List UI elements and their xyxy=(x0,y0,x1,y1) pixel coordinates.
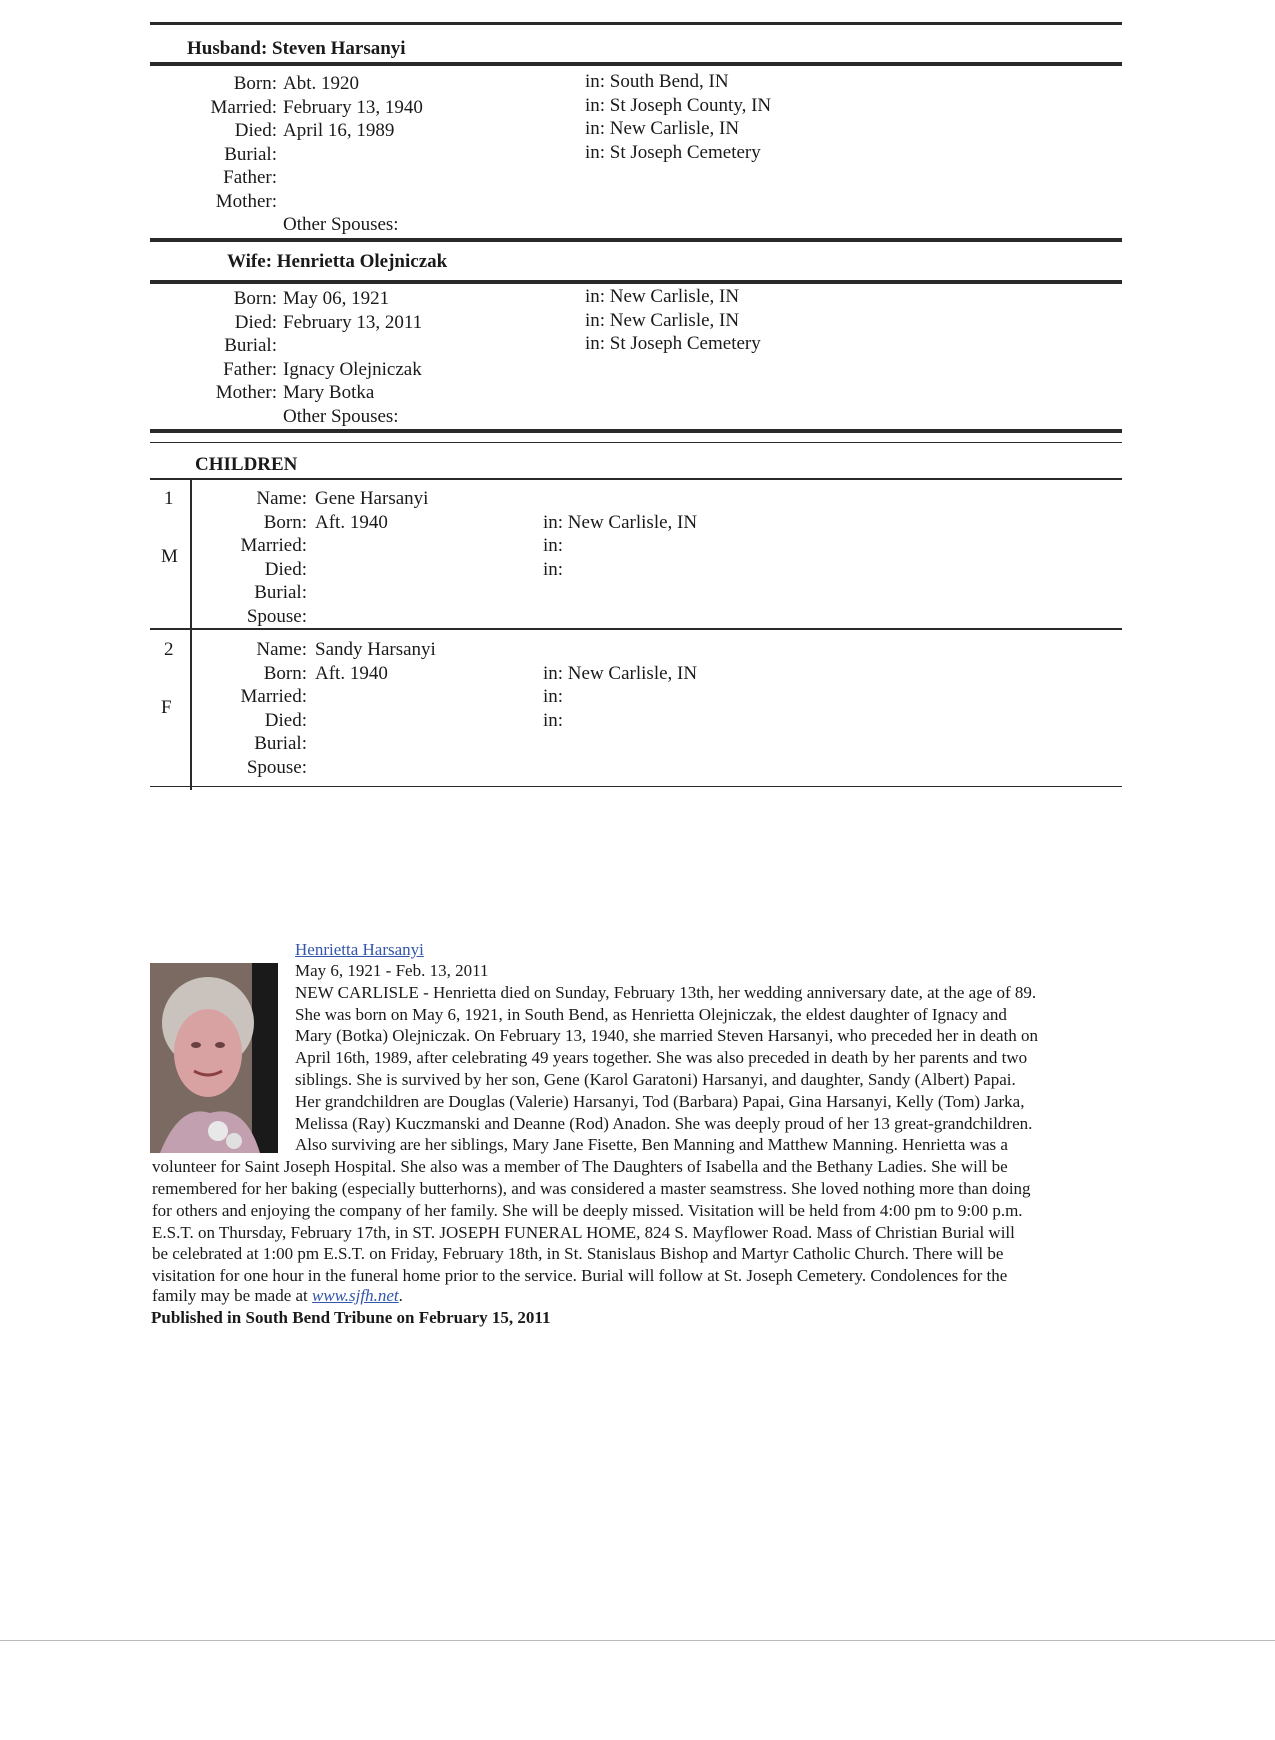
child-number: 2 xyxy=(164,639,174,660)
obituary-line: Her grandchildren are Douglas (Valerie) Harsanyi, Tod (Barbara) Papai, Gina Harsanyi, Kelly (Tom) Jarka, xyxy=(295,1091,1025,1111)
wife-end-rule xyxy=(150,429,1122,433)
obituary-line: Mary (Botka) Olejniczak. On February 13, 1940, she married Steven Harsanyi, who preceded her in death on xyxy=(295,1026,1039,1046)
wife-row-place: in: New Carlisle, IN xyxy=(585,309,740,331)
obituary-line: volunteer for Saint Joseph Hospital. She also was a member of The Daughters of Isabella and the Bethany Ladies. She will be xyxy=(152,1157,1008,1177)
child-sex: M xyxy=(161,546,178,567)
portrait-photo xyxy=(150,963,278,1153)
husband-row-value: February 13, 1940 xyxy=(283,96,423,118)
child-divider-rule xyxy=(150,628,1122,630)
child-row-value: Sandy Harsanyi xyxy=(315,639,436,660)
wife-row-place: in: New Carlisle, IN xyxy=(585,286,740,307)
funeral-home-link[interactable]: www.sjfh.net xyxy=(312,1286,399,1305)
child-sex: F xyxy=(161,697,172,718)
children-heading: CHILDREN xyxy=(195,454,298,475)
child-row-place: in: New Carlisle, IN xyxy=(543,511,698,533)
child-row-place: in: xyxy=(543,686,564,707)
husband-other-spouses: Other Spouses: xyxy=(283,214,399,235)
child-row-label: Married: xyxy=(240,686,307,707)
child-row-place: in: New Carlisle, IN xyxy=(543,662,698,684)
wife-name: Henrietta Olejniczak xyxy=(276,251,448,272)
husband-row-place: in: South Bend, IN xyxy=(585,71,729,92)
obituary-line: Also surviving are her siblings, Mary Jane Fisette, Ben Manning and Matthew Manning. Henrietta was a xyxy=(295,1135,1008,1155)
husband-row-label: Married: xyxy=(210,96,277,118)
wife-header xyxy=(227,251,447,273)
husband-rule xyxy=(150,62,1122,66)
wife-row-label: Died: xyxy=(234,311,277,333)
child-row-label: Born: xyxy=(263,511,307,533)
obituary-line: for others and enjoying the company of her family. She will be deeply missed. Visitation will be held from 4:00 pm to 9:00 p.m. xyxy=(152,1200,1023,1220)
wife-header-label: Wife: xyxy=(227,251,273,272)
child-row-place: in: xyxy=(543,558,564,580)
wife-row-label: Born: xyxy=(233,288,277,309)
wife-row-value: May 06, 1921 xyxy=(283,288,390,309)
child-row-label: Spouse: xyxy=(246,756,307,778)
wife-row-value: Ignacy Olejniczak xyxy=(283,358,422,380)
child-row-label: Burial: xyxy=(254,582,307,603)
wife-row-value: Mary Botka xyxy=(283,382,375,403)
wife-row-label: Burial: xyxy=(224,335,277,356)
obituary-last-line-prefix: family may be made at xyxy=(152,1286,313,1305)
wife-end-rule-thin xyxy=(150,442,1122,443)
child-row-label: Name: xyxy=(256,639,307,660)
child-row-label: Name: xyxy=(256,488,307,509)
husband-row-value: April 16, 1989 xyxy=(283,120,395,141)
obituary-line: May 6, 1921 - Feb. 13, 2011 xyxy=(295,961,489,980)
husband-row-label: Born: xyxy=(233,73,277,94)
wife-rule xyxy=(150,280,1122,284)
husband-header xyxy=(187,38,406,60)
child-row-value: Aft. 1940 xyxy=(315,662,388,684)
child-row-label: Burial: xyxy=(254,733,307,754)
husband-row-place: in: St Joseph County, IN xyxy=(585,94,772,116)
child-row-place: in: xyxy=(543,535,564,556)
wife-other-spouses: Other Spouses: xyxy=(283,406,399,427)
child-row-value: Aft. 1940 xyxy=(315,511,388,533)
wife-row-label: Father: xyxy=(223,358,277,380)
husband-end-rule xyxy=(150,238,1122,242)
obituary-line: Melissa (Ray) Kuczmanski and Deanne (Rod) Anadon. She was deeply proud of her 13 great-grandchildren. xyxy=(295,1113,1033,1133)
husband-name: Steven Harsanyi xyxy=(272,38,406,59)
child-row-label: Died: xyxy=(264,558,307,580)
obituary-line: April 16th, 1989, after celebrating 49 years together. She was also preceded in death by her parents and two xyxy=(295,1048,1028,1068)
obituary-line: remembered for her baking (especially butterhorns), and was considered a master seamstress. She loved nothing more than doing xyxy=(152,1179,1031,1198)
wife-row-label: Mother: xyxy=(215,382,277,403)
wife-row-place: in: St Joseph Cemetery xyxy=(585,333,761,354)
child-row-label: Spouse: xyxy=(246,605,307,627)
obituary-line: NEW CARLISLE - Henrietta died on Sunday, February 13th, her wedding anniversary date, at the age of 89. xyxy=(295,982,1037,1002)
published-note: Published in South Bend Tribune on February 15, 2011 xyxy=(151,1308,551,1327)
husband-row-label: Burial: xyxy=(224,143,277,165)
child-row-label: Died: xyxy=(264,709,307,731)
husband-row-value: Abt. 1920 xyxy=(283,73,359,94)
husband-header-label: Husband: xyxy=(187,38,268,59)
wife-row-value: February 13, 2011 xyxy=(283,311,423,333)
children-rule xyxy=(150,478,1122,480)
bottom-scan-edge xyxy=(0,1640,1275,1641)
portrait-image xyxy=(150,963,278,1153)
obituary-title[interactable]: Henrietta Harsanyi xyxy=(295,940,424,959)
obituary-line: siblings. She is survived by her son, Gene (Karol Garatoni) Harsanyi, and daughter, Sandy (Albert) Papai. xyxy=(295,1070,1016,1089)
obituary-line: visitation for one hour in the funeral home prior to the service. Burial will follow at St. Joseph Cemetery. Condolences for the xyxy=(152,1266,1008,1286)
husband-row-label: Died: xyxy=(234,120,277,141)
child-row-label: Born: xyxy=(263,662,307,684)
husband-row-place: in: New Carlisle, IN xyxy=(585,118,740,139)
husband-row-label: Mother: xyxy=(215,190,277,212)
obituary-line: E.S.T. on Thursday, February 17th, in ST. JOSEPH FUNERAL HOME, 824 S. Mayflower Road. Mass of Christian Burial will xyxy=(152,1222,1015,1242)
obituary-last-line-suffix: . xyxy=(398,1286,403,1305)
child-number: 1 xyxy=(164,488,174,509)
child-row-place: in: xyxy=(543,709,564,731)
top-rule xyxy=(150,22,1122,25)
child-row-label: Married: xyxy=(240,535,307,556)
husband-row-place: in: St Joseph Cemetery xyxy=(585,141,761,163)
obituary-line: She was born on May 6, 1921, in South Bend, as Henrietta Olejniczak, the eldest daughter of Ignacy and xyxy=(295,1004,1007,1024)
child-row-value: Gene Harsanyi xyxy=(315,488,429,509)
obituary-last-line xyxy=(152,1286,403,1307)
children-end-rule xyxy=(150,786,1122,787)
husband-row-label: Father: xyxy=(223,167,277,188)
obituary-line: be celebrated at 1:00 pm E.S.T. on Friday, February 18th, in St. Stanislaus Bishop and Martyr Catholic Church. There will be xyxy=(152,1244,1004,1264)
